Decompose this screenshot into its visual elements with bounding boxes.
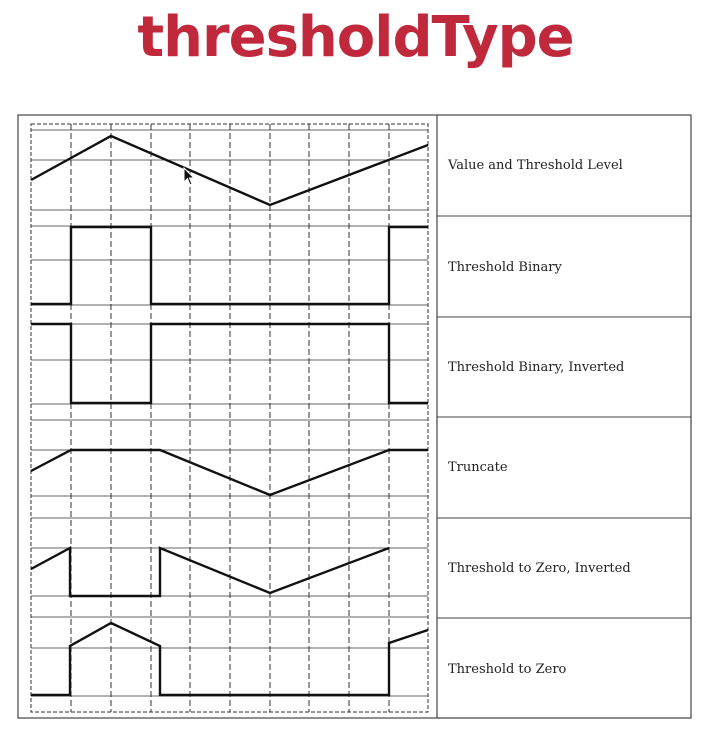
row-label: Threshold to Zero xyxy=(448,662,567,677)
row-label: Threshold Binary xyxy=(448,260,562,275)
waveform-binary xyxy=(31,227,428,304)
row-label: Value and Threshold Level xyxy=(448,158,623,173)
mouse-cursor-icon xyxy=(183,167,197,187)
row-label: Threshold to Zero, Inverted xyxy=(448,561,631,576)
page-title: thresholdType xyxy=(137,5,574,70)
row-label: Threshold Binary, Inverted xyxy=(448,360,625,375)
waveform-to-zero-inverted xyxy=(31,548,389,596)
row-label: Truncate xyxy=(448,460,508,475)
